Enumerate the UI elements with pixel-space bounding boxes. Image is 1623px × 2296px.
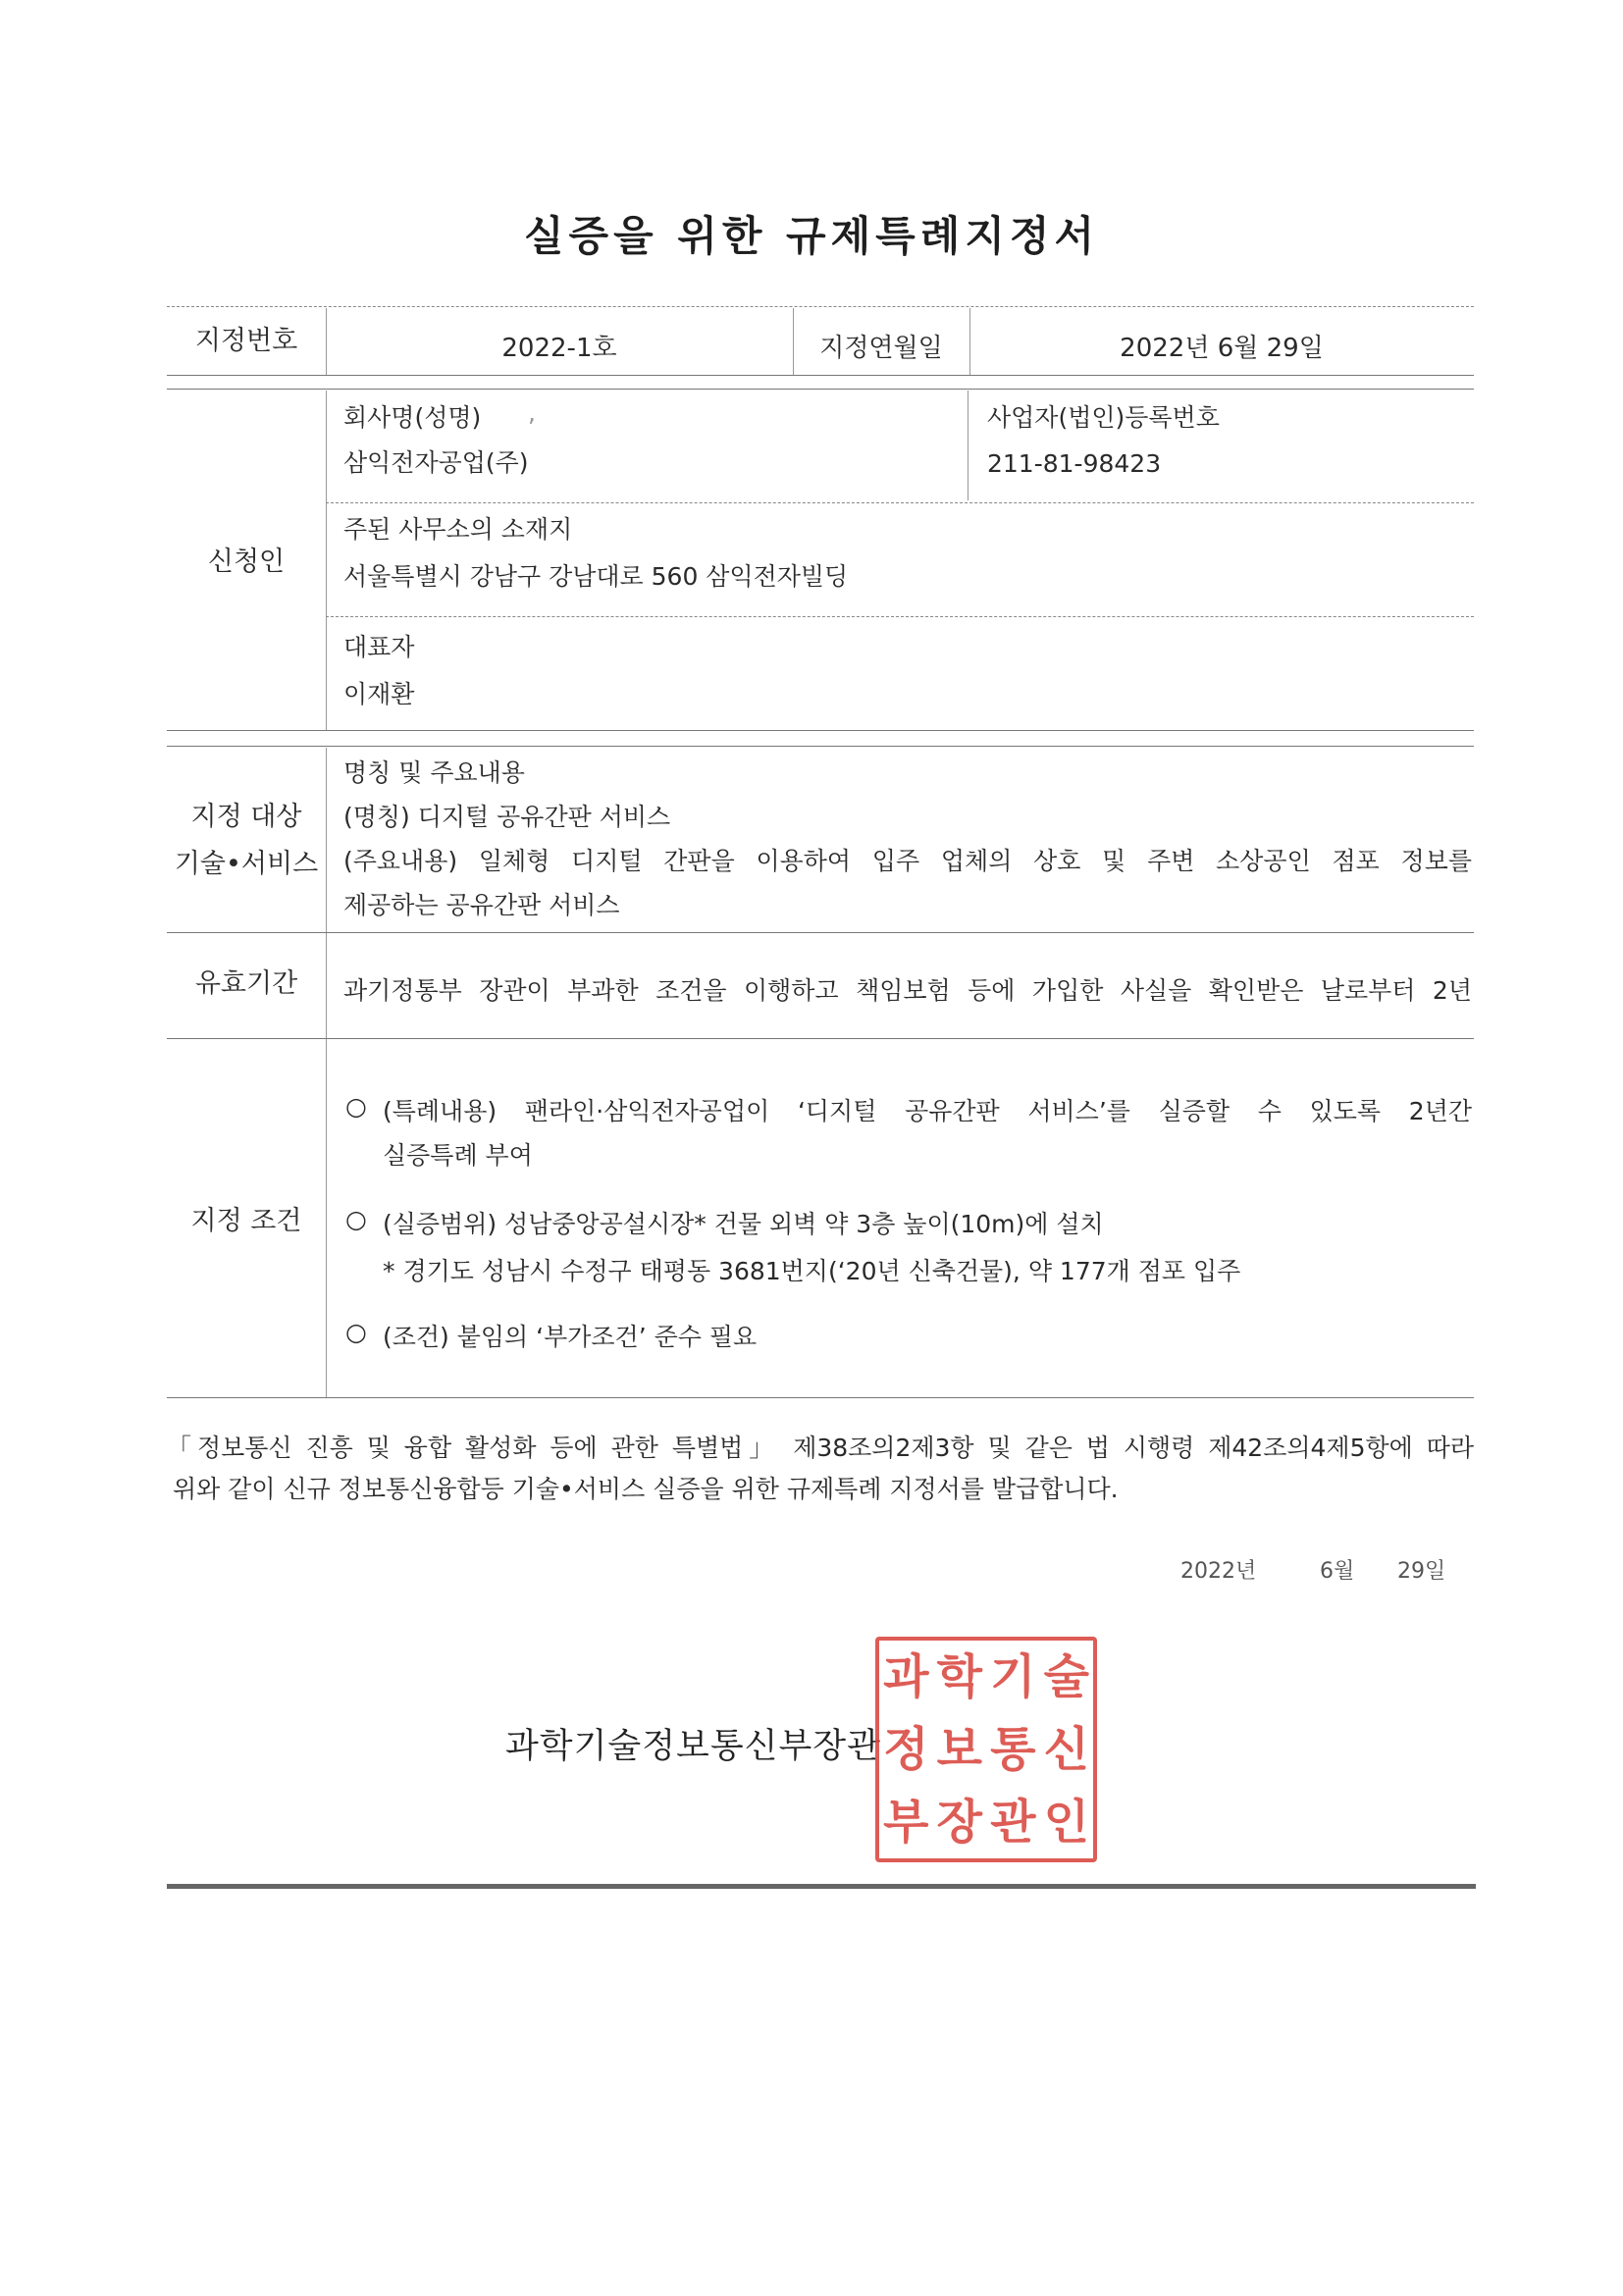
validity-label: 유효기간 xyxy=(194,968,298,999)
seal-char: 장 xyxy=(936,1795,982,1850)
representative-value: 이재환 xyxy=(343,680,415,708)
statement-line2: 위와 같이 신규 정보통신융합등 기술•서비스 실증을 위한 규제특례 지정서를 발급합니다. xyxy=(173,1475,1119,1503)
office-address-label: 주된 사무소의 소재지 xyxy=(343,515,573,544)
seal-char: 정 xyxy=(883,1722,929,1777)
designation-date-label: 지정연월일 xyxy=(819,334,943,363)
registration-number-value: 211-81-98423 xyxy=(987,449,1162,478)
target-label-line1: 지정 대상 xyxy=(190,802,302,832)
validity-value: 과기정통부 장관이 부과한 조건을 이행하고 책임보험 등에 가입한 사실을 확인받은 날로부터 2년 xyxy=(343,976,1472,1005)
issuer-name: 과학기술정보통신부장관 xyxy=(505,1727,881,1766)
company-name-value: 삼익전자공업(주) xyxy=(343,448,529,477)
footer-rule xyxy=(167,1884,1476,1889)
target-content-line2: 제공하는 공유간판 서비스 xyxy=(343,891,620,919)
divider xyxy=(167,730,1474,731)
official-seal xyxy=(875,1637,1097,1862)
seal-char: 학 xyxy=(936,1649,982,1704)
divider xyxy=(167,932,1474,933)
divider xyxy=(167,1038,1474,1039)
seal-char: 과 xyxy=(883,1649,929,1704)
seal-char: 보 xyxy=(936,1722,982,1777)
divider xyxy=(968,391,969,500)
divider xyxy=(326,616,1474,617)
representative-label: 대표자 xyxy=(343,633,415,661)
registration-number-label: 사업자(법인)등록번호 xyxy=(987,403,1220,432)
designation-number-value: 2022-1호 xyxy=(501,334,617,363)
seal-char: 인 xyxy=(1043,1795,1089,1850)
divider xyxy=(326,502,1474,503)
seal-char: 부 xyxy=(883,1795,929,1850)
divider xyxy=(326,748,327,1397)
office-address-value: 서울특별시 강남구 강남대로 560 삼익전자빌딩 xyxy=(343,562,849,591)
seal-char: 기 xyxy=(990,1649,1036,1704)
bullet-icon: ○ xyxy=(345,1092,367,1121)
condition-item2-note: * 경기도 성남시 수정구 태평동 3681번지(‘20년 신축건물), 약 177개 점포 입주 xyxy=(383,1257,1241,1285)
seal-char: 신 xyxy=(1043,1722,1089,1777)
document-title: 실증을 위한 규제특례지정서 xyxy=(523,212,1100,260)
company-name-label: 회사명(성명) xyxy=(343,403,482,432)
bullet-icon: ○ xyxy=(345,1205,367,1233)
divider xyxy=(167,306,1474,307)
condition-item1-line2: 실증특례 부여 xyxy=(383,1141,533,1170)
condition-item1-line1: (특례내용) 팬라인·삼익전자공업이 ‘디지털 공유간판 서비스’를 실증할 수 있도록 2년간 xyxy=(383,1097,1472,1125)
designation-number-label: 지정번호 xyxy=(194,326,298,356)
seal-char: 관 xyxy=(990,1795,1036,1850)
conditions-label: 지정 조건 xyxy=(190,1206,302,1236)
issue-date-day: 29일 xyxy=(1397,1559,1446,1584)
applicant-label: 신청인 xyxy=(207,547,286,577)
divider xyxy=(167,746,1474,747)
issue-date-month: 6월 xyxy=(1320,1559,1355,1584)
comma-mark: , xyxy=(528,398,536,427)
seal-char: 통 xyxy=(990,1722,1036,1777)
condition-item2-line1: (실증범위) 성남중앙공설시장* 건물 외벽 약 3층 높이(10m)에 설치 xyxy=(383,1210,1104,1238)
divider xyxy=(167,1397,1474,1398)
target-name: (명칭) 디지털 공유간판 서비스 xyxy=(343,803,671,831)
issue-date-year: 2022년 xyxy=(1180,1559,1257,1584)
divider xyxy=(326,391,327,730)
divider xyxy=(167,389,1474,390)
bullet-icon: ○ xyxy=(345,1318,367,1346)
designation-date-value: 2022년 6월 29일 xyxy=(1120,334,1324,363)
target-label-line2: 기술•서비스 xyxy=(174,849,319,879)
target-content-line1: (주요내용) 일체형 디지털 간판을 이용하여 입주 업체의 상호 및 주변 소상공인 점포 정보를 xyxy=(343,847,1472,875)
seal-char: 술 xyxy=(1043,1649,1089,1704)
target-heading: 명칭 및 주요내용 xyxy=(343,758,525,787)
condition-item3: (조건) 붙임의 ‘부가조건’ 준수 필요 xyxy=(383,1323,758,1351)
divider xyxy=(167,375,1474,376)
statement-line1: 「정보통신 진흥 및 융합 활성화 등에 관한 특별법」 제38조의2제3항 및 같은 법 시행령 제42조의4제5항에 따라 xyxy=(167,1434,1474,1462)
